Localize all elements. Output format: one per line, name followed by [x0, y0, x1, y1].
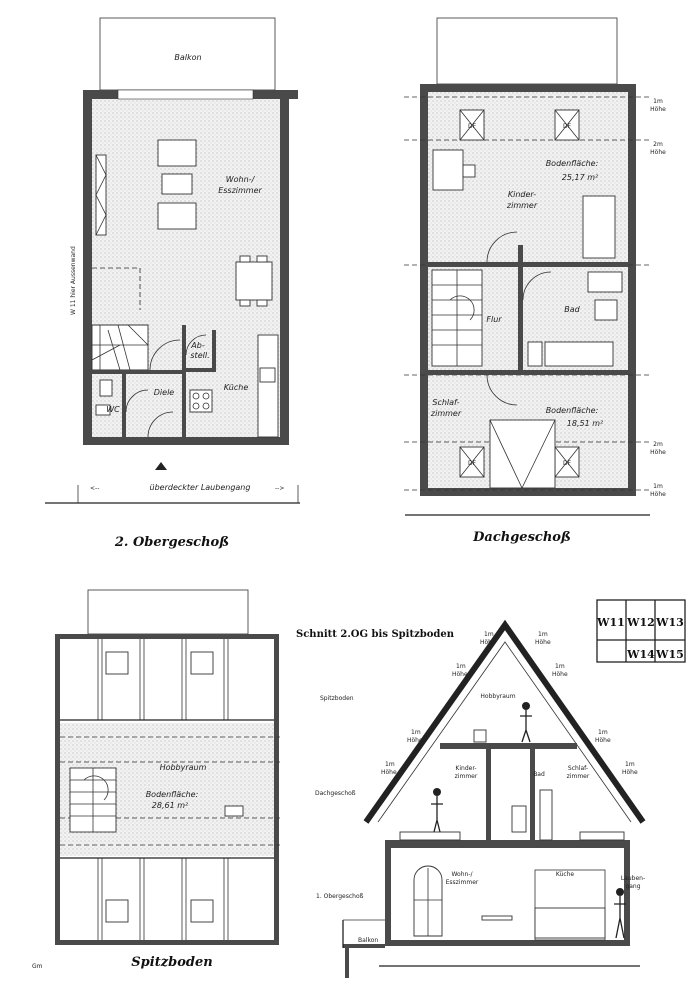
svg-text:W14: W14	[627, 648, 655, 661]
svg-text:1m: 1m	[411, 729, 421, 736]
corridor-arrow-right: -->	[275, 485, 285, 492]
corner-mark: Gm	[32, 963, 43, 970]
wall-left	[83, 90, 92, 445]
svg-text:Schlaf-: Schlaf-	[567, 765, 589, 772]
svg-text:Höhe: Höhe	[622, 769, 638, 776]
svg-text:Höhe: Höhe	[552, 671, 568, 678]
svg-text:zimmer: zimmer	[430, 409, 462, 418]
svg-text:Bad: Bad	[533, 771, 545, 778]
svg-text:W13: W13	[656, 616, 684, 629]
svg-text:2m: 2m	[653, 441, 663, 448]
svg-text:Höhe: Höhe	[650, 491, 666, 498]
svg-text:Balkon: Balkon	[358, 937, 379, 944]
svg-text:Bodenfläche:: Bodenfläche:	[145, 790, 199, 799]
svg-text:W15: W15	[656, 648, 684, 661]
hall-label: Diele	[153, 388, 175, 397]
svg-text:DF: DF	[467, 123, 477, 130]
section-title: Schnitt 2.OG bis Spitzboden	[296, 629, 455, 640]
svg-text:Höhe: Höhe	[650, 149, 666, 156]
kitchen-sink	[260, 368, 275, 382]
svg-text:Kinder-: Kinder-	[455, 765, 477, 772]
svg-text:Höhe: Höhe	[381, 769, 397, 776]
svg-text:DF: DF	[562, 460, 572, 467]
svg-text:Wohn-/: Wohn-/	[451, 871, 473, 878]
svg-text:Bodenfläche:: Bodenfläche:	[545, 406, 599, 415]
svg-text:Höhe: Höhe	[595, 737, 611, 744]
plan-dg	[404, 18, 666, 545]
svg-text:1m: 1m	[653, 483, 663, 490]
plan-sb	[32, 590, 280, 970]
svg-text:Esszimmer: Esszimmer	[445, 879, 479, 886]
balcony-window	[118, 90, 253, 99]
svg-text:Höhe: Höhe	[650, 449, 666, 456]
svg-text:1m: 1m	[484, 631, 494, 638]
svg-text:1m: 1m	[385, 761, 395, 768]
svg-text:Höhe: Höhe	[407, 737, 423, 744]
skylight-4	[555, 447, 579, 477]
plan-sb-title: Spitzboden	[131, 955, 213, 970]
svg-text:1m: 1m	[456, 663, 466, 670]
bath-basin	[595, 300, 617, 320]
corridor-arrow-left: <--	[90, 485, 100, 492]
svg-text:Spitzboden: Spitzboden	[320, 695, 354, 702]
bed-section	[400, 832, 460, 840]
dg-floor	[385, 840, 630, 848]
sofa-bottom	[158, 203, 196, 229]
wall-bottom	[83, 437, 289, 445]
svg-text:Bodenfläche:: Bodenfläche:	[545, 159, 599, 168]
svg-text:Kinder-: Kinder-	[507, 190, 537, 199]
coffee-table	[162, 174, 192, 194]
plan-dg-title: Dachgeschoß	[473, 530, 571, 545]
svg-text:Höhe: Höhe	[535, 639, 551, 646]
bathtub	[545, 342, 613, 366]
kitchen-stove	[190, 390, 212, 412]
svg-text:zimmer: zimmer	[506, 201, 538, 210]
section-drawing	[296, 600, 685, 978]
storage-label-2: stell.	[190, 351, 210, 360]
chair	[474, 730, 486, 742]
corridor-label: überdeckter Laubengang	[149, 483, 251, 492]
svg-text:W11: W11	[597, 616, 625, 629]
svg-text:18,51 m²: 18,51 m²	[566, 419, 604, 428]
spitzboden-floor	[440, 743, 577, 749]
svg-text:gang: gang	[625, 883, 641, 890]
sofa-top	[158, 140, 196, 166]
svg-text:Hobbyraum: Hobbyraum	[480, 693, 516, 700]
person-figure	[520, 702, 532, 742]
svg-text:Hobbyraum: Hobbyraum	[159, 763, 207, 772]
svg-text:Höhe: Höhe	[452, 671, 468, 678]
kids-desk	[433, 150, 463, 190]
svg-text:1m: 1m	[555, 663, 565, 670]
wc-toilet	[100, 380, 112, 396]
svg-text:Küche: Küche	[555, 871, 575, 878]
kitchen-counter	[258, 335, 278, 437]
svg-text:1m: 1m	[538, 631, 548, 638]
svg-text:2m: 2m	[653, 141, 663, 148]
roof-outline	[366, 625, 643, 822]
entrance-arrow	[155, 462, 167, 470]
bath-wc	[588, 272, 622, 292]
svg-text:Dachgeschoß: Dachgeschoß	[315, 790, 356, 797]
dg-roof-outline	[437, 18, 617, 84]
sb-staircase	[70, 768, 116, 832]
svg-text:1m: 1m	[625, 761, 635, 768]
window-legend	[596, 600, 685, 662]
plan-2og-title: 2. Obergeschoß	[114, 535, 230, 550]
shelf	[96, 155, 106, 235]
living-label-2: Esszimmer	[218, 186, 262, 195]
arched-window	[414, 866, 442, 936]
skylight-2	[555, 110, 579, 140]
wall-note: W 11 hier Aussenwand	[70, 246, 77, 315]
kids-bed	[583, 196, 615, 258]
dg-staircase	[432, 270, 482, 366]
living-label-1: Wohn-/	[225, 175, 255, 184]
svg-text:zimmer: zimmer	[566, 773, 590, 780]
svg-text:25,17 m²: 25,17 m²	[561, 173, 599, 182]
wall-right	[280, 90, 289, 445]
rafters-top	[98, 639, 228, 720]
svg-text:1. Obergeschoß: 1. Obergeschoß	[316, 893, 364, 900]
svg-text:Lauben-: Lauben-	[620, 875, 646, 882]
bedroom-bed	[490, 420, 555, 488]
og-floor	[385, 940, 630, 946]
storage-label-1: Ab-	[191, 341, 205, 350]
svg-text:1m: 1m	[598, 729, 608, 736]
dining-table-section	[482, 916, 512, 920]
rafters-bottom	[98, 858, 228, 940]
svg-text:1m: 1m	[653, 98, 663, 105]
svg-text:28,61 m²: 28,61 m²	[151, 801, 189, 810]
svg-text:Schlaf-: Schlaf-	[432, 398, 460, 407]
svg-text:W12: W12	[627, 616, 655, 629]
svg-text:DF: DF	[467, 460, 477, 467]
skylight-3	[460, 447, 484, 477]
kitchen-label: Küche	[223, 383, 249, 392]
skylight-1	[460, 110, 484, 140]
svg-text:Höhe: Höhe	[650, 106, 666, 113]
staircase	[92, 325, 148, 370]
plan-2og	[45, 18, 300, 550]
person-figure	[431, 788, 443, 836]
balcony-label: Balkon	[174, 53, 202, 62]
svg-text:zimmer: zimmer	[454, 773, 478, 780]
bath-fixture	[512, 806, 526, 832]
svg-text:DF: DF	[562, 123, 572, 130]
svg-text:Höhe: Höhe	[480, 639, 496, 646]
svg-text:Bad: Bad	[564, 305, 580, 314]
dining-table	[236, 262, 272, 300]
wc-label: WC	[106, 405, 120, 414]
svg-text:Flur: Flur	[486, 315, 502, 324]
